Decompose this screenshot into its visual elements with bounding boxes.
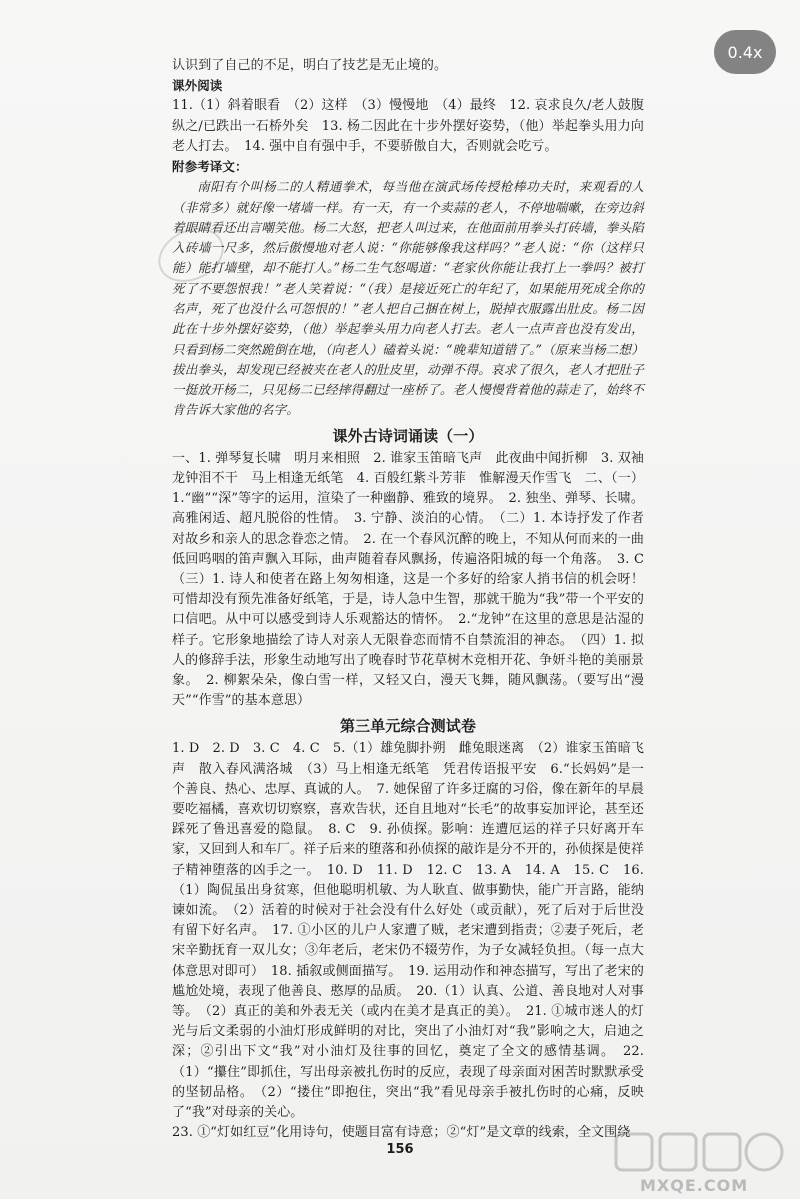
section-title-poetry: 课外古诗词诵读（一） [332,426,484,445]
answers-extra-reading: 11.（1）斜着眼看 （2）这样 （3）慢慢地 （4）最终 12. 哀求良久/老人鼓腹纵之/已跌出一石桥外矣 13. 杨二因此在十步外摆好姿势，（他）举起拳头用力向老人打去。 14. 强中自有强中手，不要骄傲自大，否则就会吃亏。 [172,98,644,154]
section-heading-translation: 附参考译文： [172,159,248,175]
answers-unit3: 1. D 2. D 3. C 4. C 5.（1）雄兔脚扑朔 雌兔眼迷离 （2）谁家玉笛暗飞声 散入春风满洛城 （3）马上相逢无纸笔 凭君传语报平安 6.“长妈妈”是一个善良、热心、忠厚、真诚的人。 7. 她保留了许多迂腐的习俗，像在新年的早晨要吃福橘，喜欢切切察察，喜欢告状，还自且地对“长毛”的故事妄加评论，甚至还踩死了鲁迅喜爱的隐鼠。 8. C 9. 孙侦探。影响：连遭厄运的祥子只好离开车家，又回到人和车厂。祥子后来的堕落和孙侦探的敲诈是分不开的，孙侦探是使祥子精神堕落的凶手之一。 10. D 11. D 12. C 13. A 14. A 15. C 16.（1）陶侃虽出身贫寒，但他聪明机敏、为人耿直、做事勤快，能广开言路，能纳谏如流。 （2）活着的时候对于社会没有什么好处（或贡献），死了后对于后世没有留下好名声。 17. ①小区的儿户人家遭了贼，老宋遭到指责；②妻子死后，老宋辛勤抚育一双儿女；③年老后，老宋仍不辍劳作，为子女减轻负担。（每一点大体意思对即可） 18. 插叙或侧面描写。 19. 运用动作和神态描写，写出了老宋的尴尬处境，表现了他善良、憨厚的品质。 20.（1）认真、公道、善良地对人对事等。 （2）真正的美和外表无关（或内在美才是真正的美）。 21. ①城市迷人的灯光与后文柔弱的小油灯形成鲜明的对比，突出了小油灯对“我”影响之大，启迪之深；②引出下文“我”对小油灯及往事的回忆，奠定了全文的感情基调。 22.（1）“攥住”即抓住，写出母亲被扎伤时的反应，表现了母亲面对困苦时默默承受的坚韧品格。 （2）“搂住”即抱住，突出“我”看见母亲手被扎伤时的心痛，反映了“我”对母亲的关心。 [172,741,644,1121]
page-number: 156 [386,1142,414,1157]
section-heading-extra-reading: 课外阅读 [172,78,223,94]
section-title-unit3: 第三单元综合测试卷 [340,717,476,736]
intro-line: 认识到了自己的不足，明白了技艺是无止境的。 [172,58,448,73]
translation-text: 南阳有个叫杨二的人精通拳术，每当他在演武场传授枪棒功夫时，来观看的人（非常多）就好像一堵墙一样。有一天，有一个卖蒜的老人，不停地喘嗽，在旁边斜着眼睛看还出言嘲笑他。杨二大怒，把老人叫过来，在他面前用拳头打砖墙，拳头陷入砖墙一尺多，然后傲慢地对老人说：“你能够像我这样吗？”老人说：“你（这样只能）能打墙壁，却不能打人。”杨二生气怒喝道：“老家伙你能让我打上一拳吗？被打死了不要怨恨我！”老人笑着说：“（我）是接近死亡的年纪了，如果能用死成全你的名声，死了也没什么可怨恨的！”老人把自己捆在树上，脱掉衣服露出肚皮。杨二因此在十步外摆好姿势，（他）举起拳头用力向老人打去。老人一点声音也没有发出，只看到杨二突然跪倒在地，（向老人）磕着头说：“晚辈知道错了。”（原来当杨二想）拔出拳头，却发现已经被夹在老人的肚皮里，动弹不得。哀求了很久，老人才把肚子一挺放开杨二，只见杨二已经摔得翻过一座桥了。老人慢慢背着他的蒜走了，始终不肯告诉大家他的名字。 [172,179,644,418]
answers-23: 23. ①“灯如红豆”化用诗句，使题目富有诗意；②“灯”是文章的线索，全文围绕 [172,1125,631,1141]
answers-poetry: 一、1. 弹琴复长啸 明月来相照 2. 谁家玉笛暗飞声 此夜曲中闻折柳 3. 双袖龙钟泪不干 马上相逢无纸笔 4. 百般红紫斗芳菲 惟解漫天作雪飞 二、（一）1.“幽”“深”等字的运用，渲染了一种幽静、雅致的境界。 2. 独坐、弹琴、长啸。高雅闲适、超凡脱俗的性情。 3. 宁静、淡泊的心情。 （二）1. 本诗抒发了作者对故乡和亲人的思念眷恋之情。 2. 在一个春风沉醉的晚上，不知从何而来的一曲低回呜咽的笛声飘入耳际，曲声随着春风飘扬，传遍洛阳城的每一个角落。 3. C （三）1. 诗人和使者在路上匆匆相逢，这是一个多好的给家人捎书信的机会呀！可惜却没有预先准备好纸笔，于是，诗人急中生智，那就干脆为“我”带一个平安的口信吧。从中可以感受到诗人乐观豁达的情怀。 2.“龙钟”在这里的意思是沾湿的样子。它形象地描绘了诗人对亲人无限眷恋而情不自禁流泪的神态。 （四）1. 拟人的修辞手法，形象生动地写出了晚春时节花草树木竞相开花、争妍斗艳的美丽景象。 2. 柳絮朵朵，像白雪一样，又轻又白，漫天飞舞，随风飘荡。（要写出“漫天”“作雪”的基本意思） [172,450,658,709]
watermark-text: MXQE.COM [640,1176,749,1195]
zoom-level-badge[interactable]: 0.4x [714,30,776,74]
answer-content [172,56,658,1143]
